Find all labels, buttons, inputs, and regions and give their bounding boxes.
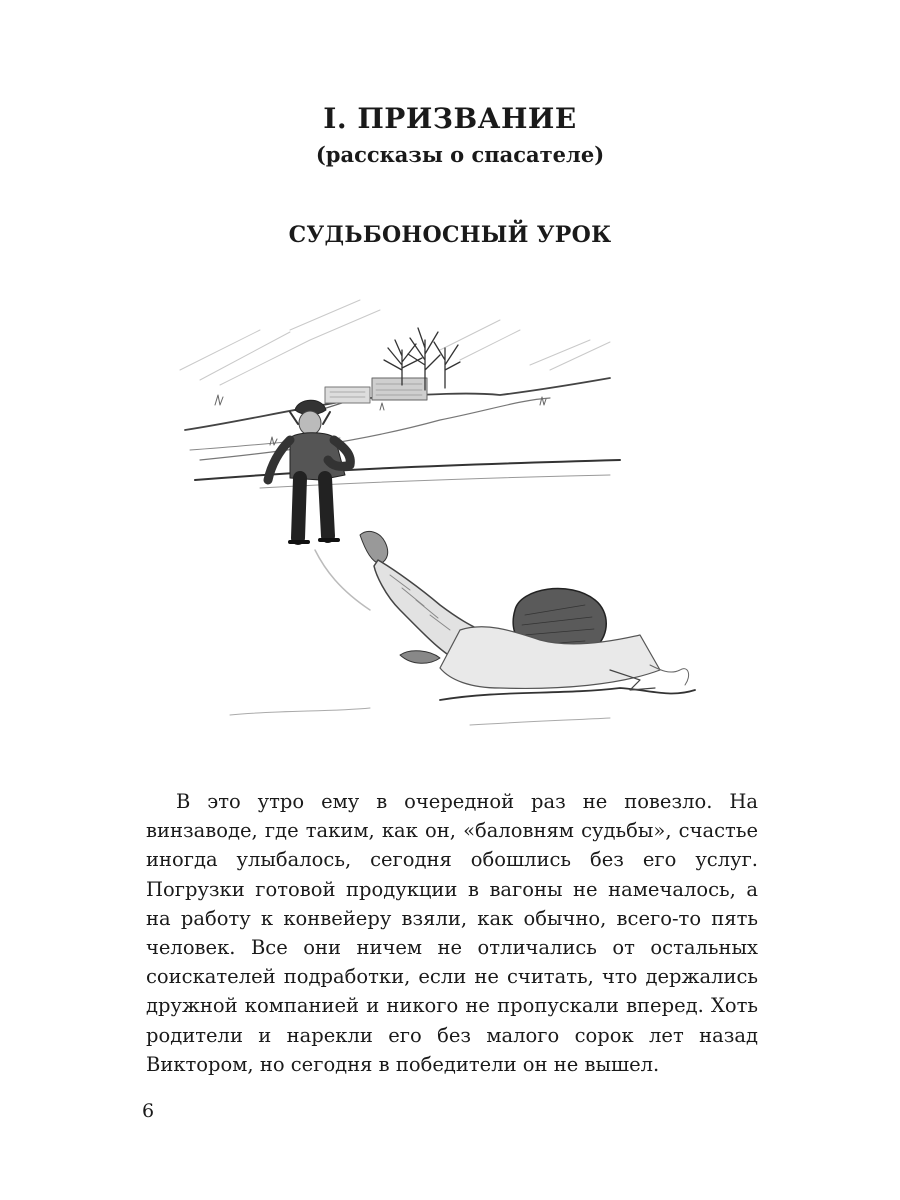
page-number: 6 <box>142 1100 155 1122</box>
story-title: СУДЬБОНОСНЫЙ УРОК <box>288 222 612 248</box>
chapter-subtitle: (рассказы о спасателе) <box>315 142 605 167</box>
chapter-title: I. ПРИЗВАНИЕ <box>323 102 577 135</box>
story-paragraph: В это утро ему в очередной раз не повезло. На винзаводе, где таким, как он, «баловням судьбы», счастье иногда улыбалось, сегодня обошлись без его услуг. Погрузки готовой продукции в вагоны не намечалось, а на работу к конвейеру взяли, как обычно, всего-то пять человек. Все они ничем не отличались от остальных соискателей подработки, если не считать, что держались дружной компанией и никого не пропускали вперед. Хоть родители и нарекли его без малого сорок лет назад Виктором, но сегодня в победители он не вышел. <box>146 790 758 1076</box>
pencil-sketch-snow-rescue-illustration <box>140 270 760 770</box>
